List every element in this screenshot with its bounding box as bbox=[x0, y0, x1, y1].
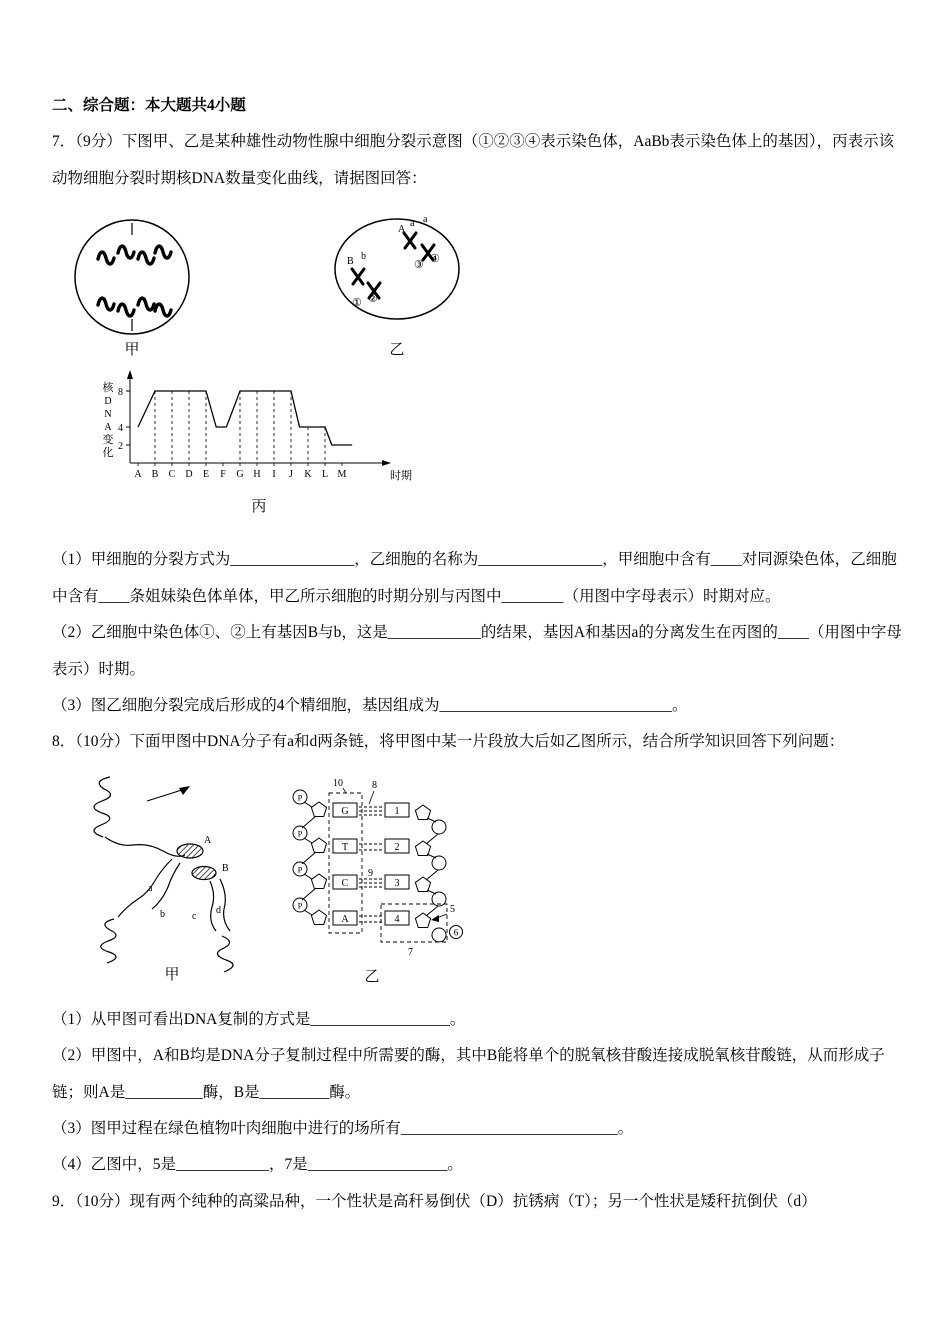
yi-gene-B: B bbox=[347, 256, 354, 268]
enzyme-b-label: B bbox=[222, 862, 229, 874]
label-10: 10 bbox=[333, 777, 343, 789]
yi-chr3-mark: ③ bbox=[414, 259, 424, 272]
q8-figure bbox=[52, 771, 904, 986]
cell-jia-drawing bbox=[75, 220, 189, 334]
q8-sub1: （1）从甲图可看出DNA复制的方式是__________________。 bbox=[52, 1010, 466, 1028]
label-9: 9 bbox=[368, 867, 373, 879]
svg-text:B: B bbox=[151, 469, 159, 481]
yi-chr4-mark: ④ bbox=[430, 253, 440, 266]
fig-jia-label: 甲 bbox=[164, 966, 180, 983]
dna-segment-drawing bbox=[293, 778, 463, 958]
svg-text:G: G bbox=[236, 469, 244, 481]
label-5: 5 bbox=[450, 903, 455, 915]
svg-text:K: K bbox=[304, 469, 312, 481]
label-6: 6 bbox=[453, 927, 459, 938]
strand-d-label: d bbox=[216, 904, 221, 916]
dna-supercoil-drawing bbox=[94, 777, 233, 972]
svg-text:4: 4 bbox=[118, 423, 123, 435]
svg-text:D: D bbox=[185, 469, 193, 481]
q7-sub1: （1）甲细胞的分裂方式为________________，乙细胞的名称为________________，甲细胞中含有____对同源染色体，乙细胞中含有____条姐妹染色体单体，甲乙所示细胞的时期分别与丙图中________（用图中字母表示）时期对应。 bbox=[52, 551, 897, 605]
enzyme-b-blob bbox=[192, 866, 216, 879]
svg-text:M: M bbox=[337, 469, 347, 481]
svg-text:H: H bbox=[253, 469, 261, 481]
base-right-3: 3 bbox=[394, 877, 400, 889]
base-left-1: G bbox=[341, 805, 349, 817]
svg-text:变: 变 bbox=[102, 434, 114, 447]
yi-gene-A: A bbox=[398, 224, 406, 236]
q8-sub2: （2）甲图中，A和B均是DNA分子复制过程中所需要的酶，其中B能将单个的脱氧核苷酸连接成脱氧核苷酸链，从而形成子链；则A是__________酶，B是_________酶。 bbox=[52, 1047, 885, 1101]
svg-text:2: 2 bbox=[118, 441, 123, 453]
svg-text:I: I bbox=[272, 469, 276, 481]
svg-text:N: N bbox=[104, 409, 112, 421]
base-left-4: A bbox=[341, 913, 349, 925]
label-5-arrowhead bbox=[431, 915, 439, 922]
q8-dna-figure bbox=[52, 771, 482, 986]
q7-chart-block bbox=[94, 363, 904, 516]
q7-stem: 7．（9分）下图甲、乙是某种雄性动物性腺中细胞分裂示意图（①②③④表示染色体，AaBb表示染色体上的基因），丙表示该动物细胞分裂时期核DNA数量变化曲线，请据图回答： bbox=[52, 133, 895, 187]
q7-sub3: （3）图乙细胞分裂完成后形成的4个精细胞，基因组成为______________________________。 bbox=[52, 696, 688, 714]
yi-gene-a2: a bbox=[423, 214, 428, 226]
strand-c-label: c bbox=[192, 910, 197, 922]
chart-caption: 丙 bbox=[251, 499, 267, 516]
svg-text:A: A bbox=[134, 469, 142, 481]
q8-stem: 8．（10分）下面甲图中DNA分子有a和d两条链，将甲图中某一片段放大后如乙图所示，结合所学知识回答下列问题： bbox=[52, 733, 845, 751]
enzyme-a-label: A bbox=[204, 834, 212, 846]
q7-figure bbox=[52, 207, 904, 516]
label-8: 8 bbox=[372, 779, 377, 791]
svg-text:8: 8 bbox=[118, 387, 123, 399]
strand-b-label: b bbox=[160, 908, 165, 920]
yi-gene-a1: a bbox=[410, 218, 415, 230]
q8-sub3: （3）图甲过程在绿色植物叶肉细胞中进行的场所有____________________________。 bbox=[52, 1120, 634, 1138]
base-right-1: 1 bbox=[394, 805, 400, 817]
base-right-2: 2 bbox=[394, 841, 400, 853]
svg-text:化: 化 bbox=[102, 447, 114, 460]
enzyme-a-blob bbox=[177, 844, 203, 858]
svg-text:时期: 时期 bbox=[390, 470, 412, 483]
base-left-2: T bbox=[341, 841, 349, 853]
yi-chr2-mark: ② bbox=[368, 293, 378, 306]
label-7: 7 bbox=[408, 946, 413, 958]
q8-sub4: （4）乙图中，5是____________，7是__________________。 bbox=[52, 1156, 463, 1174]
phosphate-p-1: P bbox=[297, 792, 303, 803]
yi-gene-b: b bbox=[361, 251, 366, 263]
strand-a-label: a bbox=[148, 882, 153, 894]
cell-yi-label: 乙 bbox=[389, 342, 405, 358]
svg-text:F: F bbox=[220, 469, 226, 481]
q7-cells-figure bbox=[52, 207, 522, 357]
svg-text:A: A bbox=[104, 422, 112, 434]
section-header: 二、综合题：本大题共4小题 bbox=[52, 97, 246, 114]
base-left-3: C bbox=[341, 877, 349, 889]
svg-text:C: C bbox=[168, 469, 176, 481]
svg-text:E: E bbox=[202, 469, 210, 481]
phosphate-p-4: P bbox=[297, 900, 303, 911]
base-right-4: 4 bbox=[394, 913, 400, 925]
cell-jia-label: 甲 bbox=[124, 342, 140, 358]
phosphate-p-3: P bbox=[297, 864, 303, 875]
dna-amount-chart bbox=[94, 363, 424, 485]
fig-yi-label: 乙 bbox=[364, 968, 380, 985]
svg-text:核: 核 bbox=[102, 382, 114, 395]
q9-stem: 9．（10分）现有两个纯种的高粱品种，一个性状是高秆易倒伏（D）抗锈病（T）；另一个性状是矮秆抗倒伏（d） bbox=[52, 1192, 817, 1210]
yi-chr1-mark: ① bbox=[352, 297, 362, 310]
svg-text:L: L bbox=[321, 469, 329, 481]
svg-text:D: D bbox=[104, 396, 112, 408]
phosphate-p-2: P bbox=[297, 828, 303, 839]
svg-text:J: J bbox=[289, 469, 293, 481]
q7-sub2: （2）乙细胞中染色体①、②上有基因B与b，这是____________的结果，基因A和基因a的分离发生在丙图的____（用图中字母表示）时期。 bbox=[52, 624, 902, 678]
